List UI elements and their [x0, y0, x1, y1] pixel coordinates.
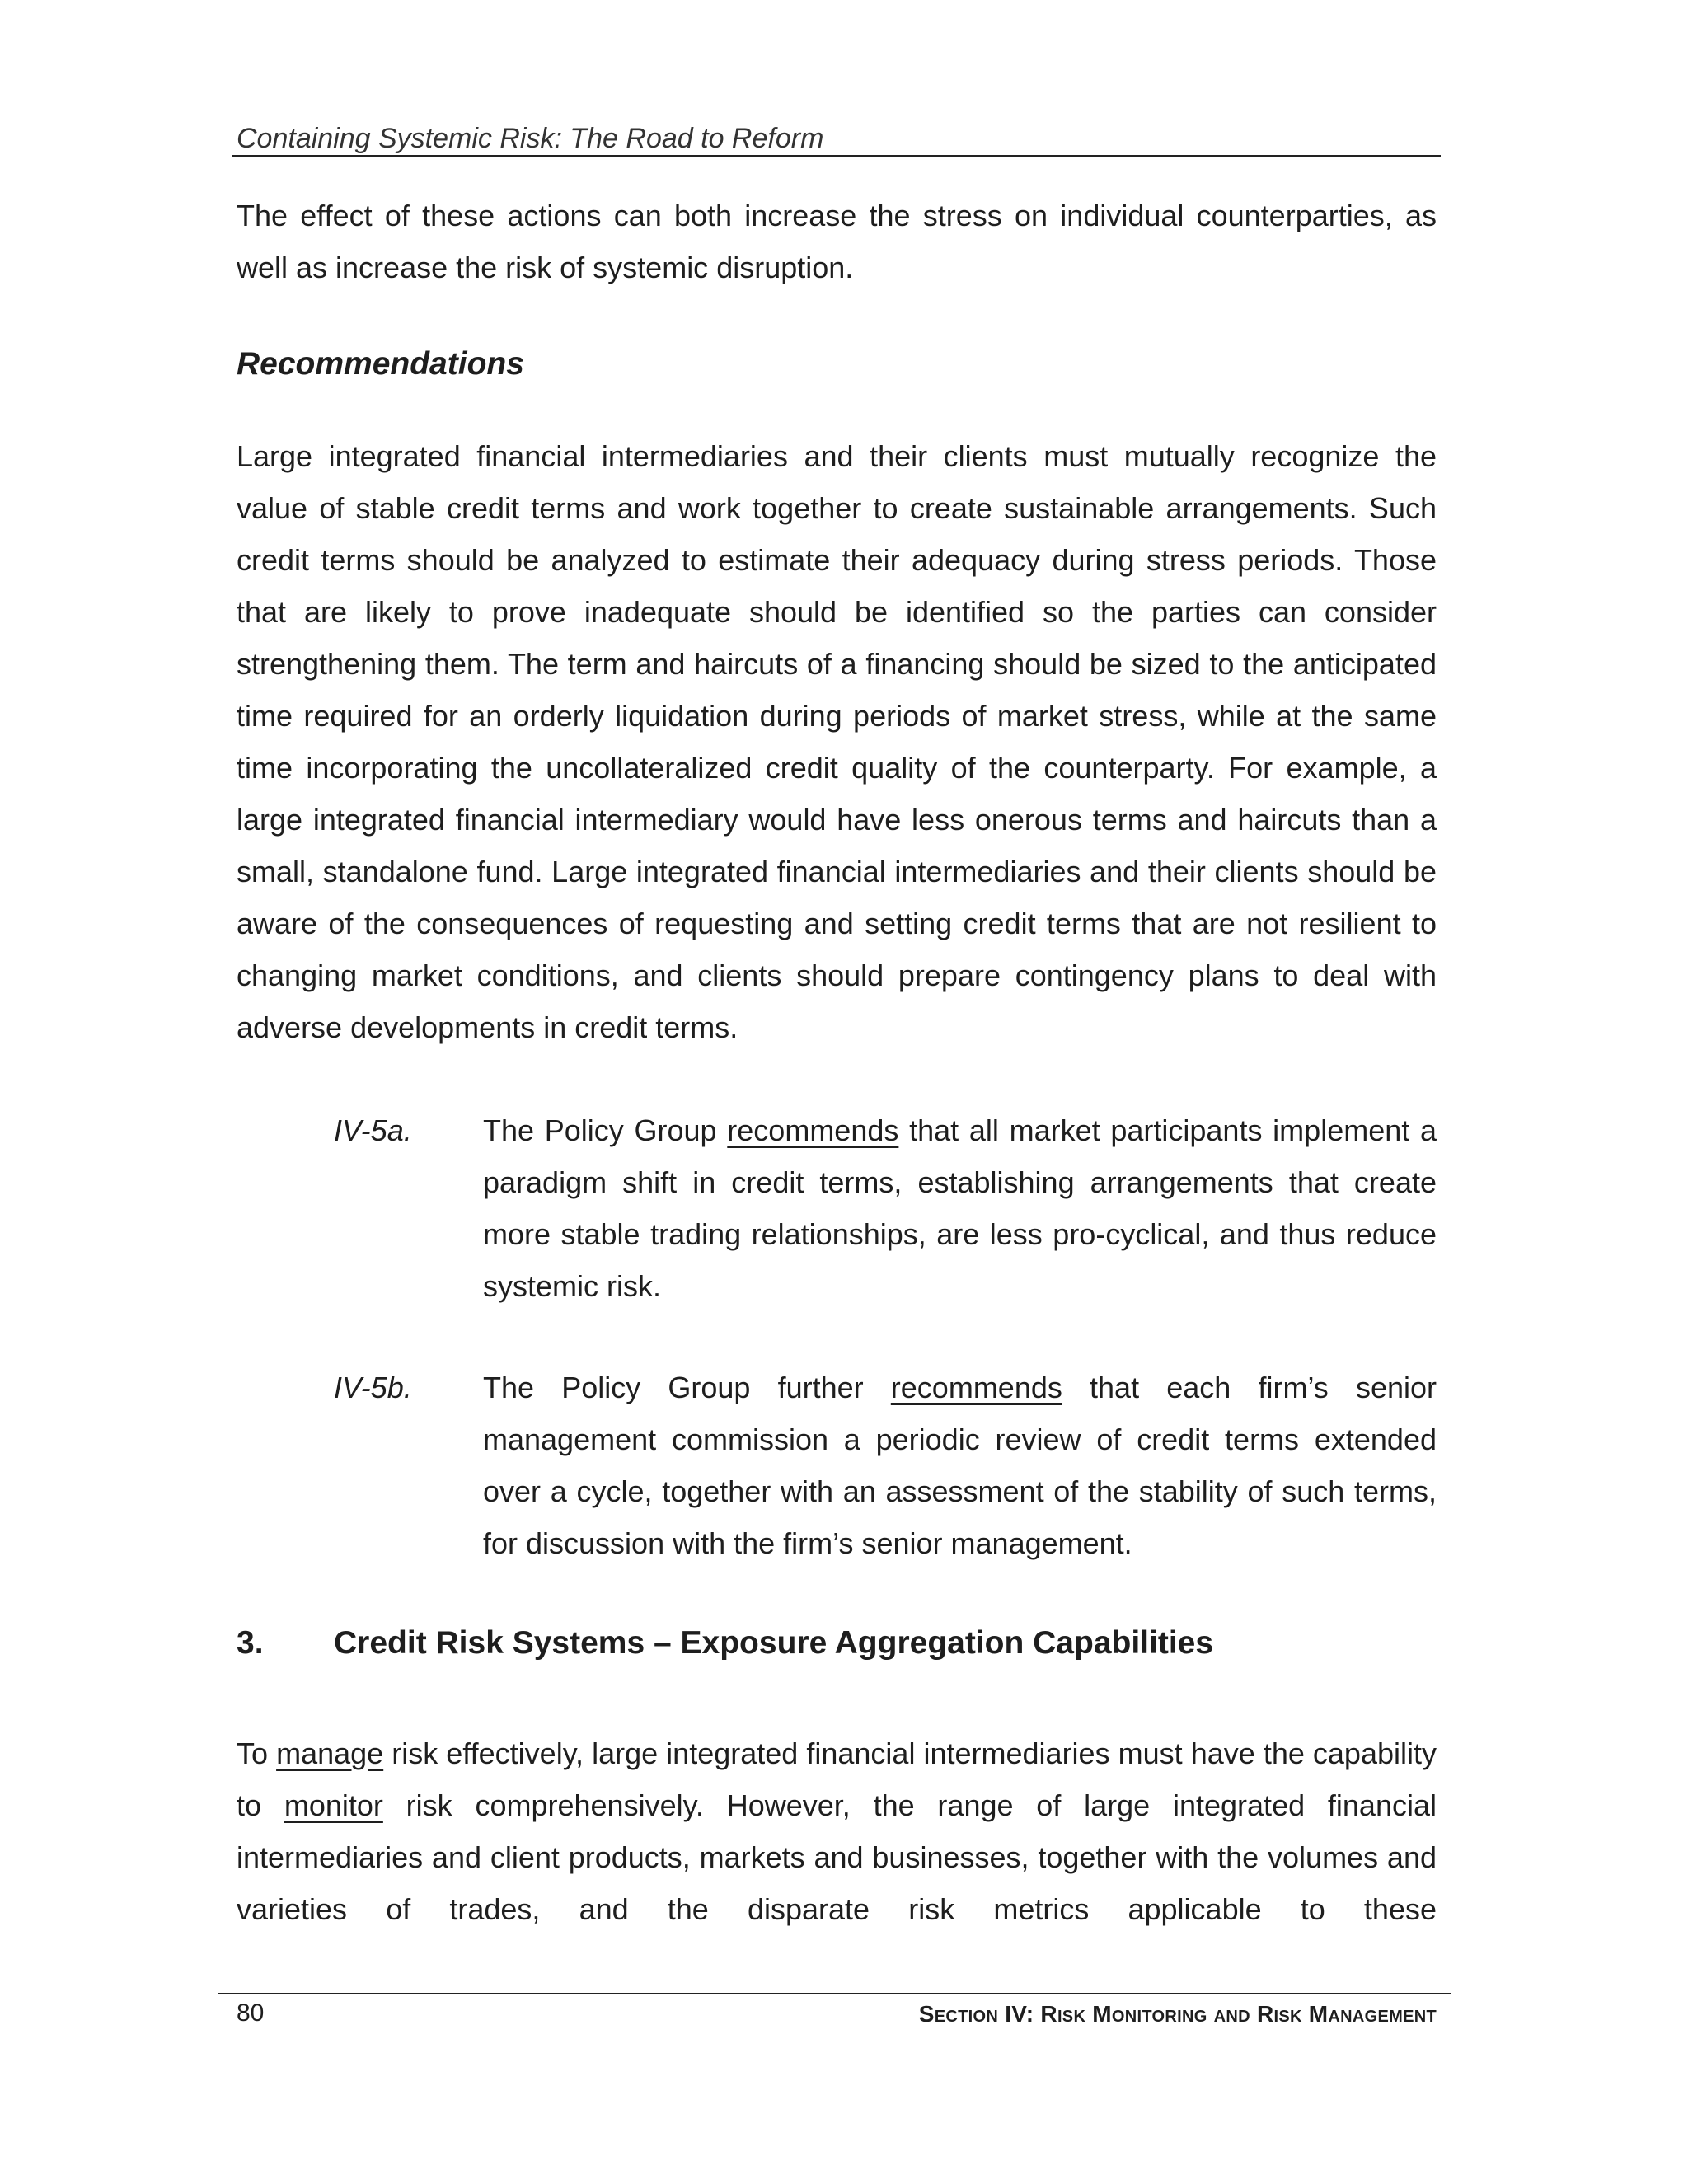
rec-b-text-before: The Policy Group further	[483, 1371, 891, 1404]
p3-text-3: risk comprehensively. However, the range of large integrated financial intermediaries and client products, markets and businesses, together with the volumes and varieties of trades, and the disparate risk metrics applicable to these	[237, 1788, 1437, 1926]
footer-section-label: Section IV: Risk Monitoring and Risk Management	[918, 2001, 1437, 2027]
rec-b-underlined-term: recommends	[890, 1371, 1062, 1404]
p3-underlined-monitor: monitor	[284, 1788, 383, 1822]
paragraph-intro: The effect of these actions can both increase the stress on individual counterparties, as well as increase the risk of systemic disruption.	[237, 199, 1437, 284]
rec-a-text-after: that all market participants implement a paradigm shift in credit terms, establishing arrangements that create more stable trading relationships, are less pro-cyclical, and thus reduce systemic risk.	[483, 1113, 1437, 1303]
section-3-title: Credit Risk Systems – Exposure Aggregation Capabilities	[334, 1625, 1214, 1661]
recommendation-iv-5a	[483, 1104, 1437, 1312]
recommendation-iv-5b	[483, 1361, 1437, 1569]
rec-a-text-before: The Policy Group	[483, 1113, 728, 1147]
rec-a-underlined-term: recommends	[727, 1113, 899, 1147]
page-number: 80	[237, 1999, 265, 2027]
header-rule	[232, 155, 1441, 157]
recommendation-label-iv-5b: IV-5b.	[334, 1371, 412, 1404]
p3-underlined-manage: manage	[276, 1736, 384, 1770]
footer-rule	[218, 1993, 1451, 1994]
running-header: Containing Systemic Risk: The Road to Reform	[237, 123, 824, 154]
recommendations-heading: Recommendations	[237, 346, 524, 382]
p3-text-2: risk effectively, large integrated financial intermediaries must have the capability to	[237, 1736, 1437, 1822]
paragraph-credit-risk-systems	[237, 1727, 1437, 1935]
rec-b-text-after: that each firm’s senior management commission a periodic review of credit terms extended over a cycle, together with an assessment of the stability of such terms, for discussion with the firm’s senior management.	[483, 1371, 1437, 1560]
p3-text-1: To	[237, 1736, 277, 1770]
paragraph-recommendations: Large integrated financial intermediaries and their clients must mutually recognize the value of stable credit terms and work together to create sustainable arrangements. Such credit terms should be analyzed to estimate their adequacy during stress periods. Those that are likely to prove inadequate should be identified so the parties can consider strengthening them. The term and haircuts of a financing should be sized to the anticipated time required for an orderly liquidation during periods of market stress, while at the same time incorporating the uncollateralized credit quality of the counterparty. For example, a large integrated financial intermediary would have less onerous terms and haircuts than a small, standalone fund. Large integrated financial intermediaries and their clients should be aware of the consequences of requesting and setting credit terms that are not resilient to changing market conditions, and clients should prepare contingency plans to deal with adverse developments in credit terms.	[237, 439, 1437, 1044]
recommendation-label-iv-5a: IV-5a.	[334, 1113, 412, 1147]
section-3-number: 3.	[237, 1625, 264, 1661]
